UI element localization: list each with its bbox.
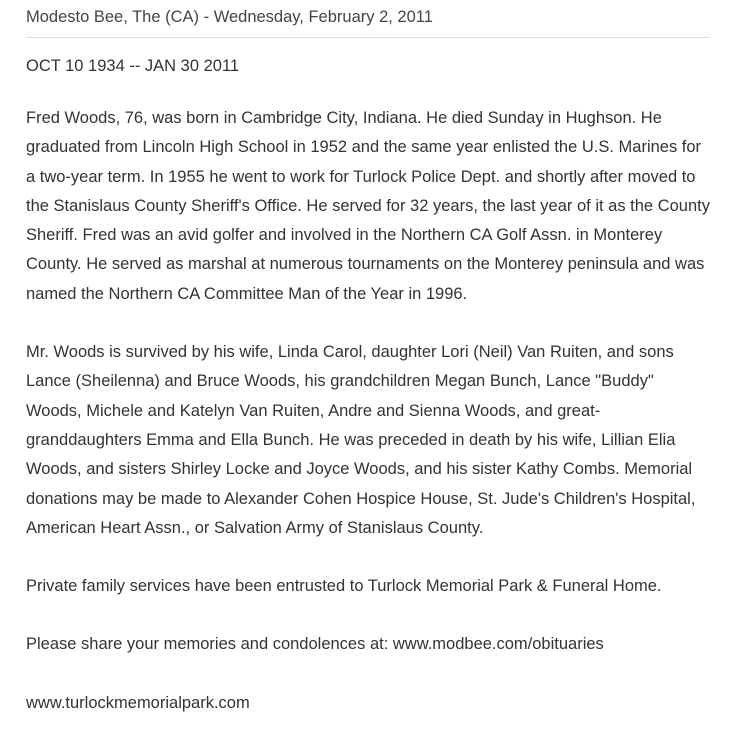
obituary-body [26, 104, 710, 718]
services-paragraph: Private family services have been entrusted to Turlock Memorial Park & Funeral Home. [26, 577, 662, 596]
source-header: Modesto Bee, The (CA) - Wednesday, February 2, 2011 [26, 6, 710, 38]
biography-paragraph: Fred Woods, 76, was born in Cambridge City, Indiana. He died Sunday in Hughson. He graduated from Lincoln High School in 1952 and the same year enlisted the U.S. Marines for a two-year term. In 1955 he went to work for Turlock Police Dept. and shortly after moved to the Stanislaus County Sheriff's Office. He served for 32 years, the last year of it as the County Sheriff. Fred was an avid golfer and involved in the Northern CA Golf Assn. in Monterey County. He served as marshal at numerous tournaments on the Monterey peninsula and was named the Northern CA Committee Man of the Year in 1996. [26, 109, 710, 303]
funeral-home-link[interactable]: www.turlockmemorialpark.com [26, 693, 250, 712]
survivors-paragraph: Mr. Woods is survived by his wife, Linda Carol, daughter Lori (Neil) Van Ruiten, and sons Lance (Sheilenna) and Bruce Woods, his grandchildren Megan Bunch, Lance "Buddy" Woods, Michele and Katelyn Van Ruiten, Andre and Sienna Woods, and great-granddaughters Emma and Ella Bunch. He was preceded in death by his wife, Lillian Elia Woods, and sisters Shirley Locke and Joyce Woods, and his sister Kathy Combs. Memorial donations may be made to Alexander Cohen Hospice House, St. Jude's Children's Hospital, American Heart Assn., or Salvation Army of Stanislaus County. [26, 343, 696, 537]
life-dates: OCT 10 1934 -- JAN 30 2011 [26, 57, 240, 75]
condolences-paragraph: Please share your memories and condolences at: www.modbee.com/obituaries [26, 635, 604, 654]
